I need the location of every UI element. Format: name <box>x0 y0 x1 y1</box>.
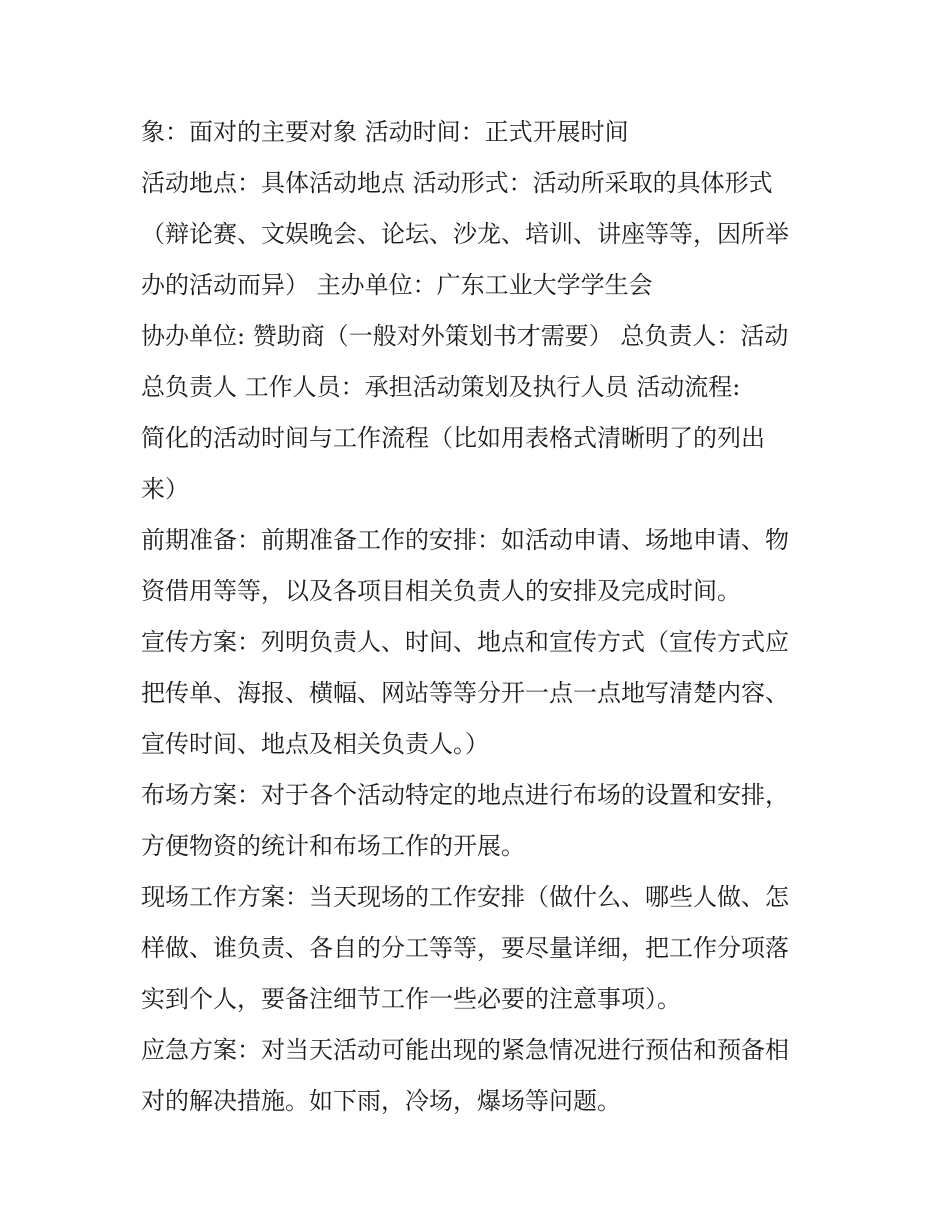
text-line-18: 实到个人，要备注细节工作一些必要的注意事项）。 <box>141 985 681 1013</box>
text-line-5: 协办单位: 赞助商（一般对外策划书才需要） 总负责人：活动 <box>141 322 789 350</box>
text-line-4: 办的活动而异） 主办单位：广东工业大学学生会 <box>141 271 653 299</box>
text-line-15: 方便物资的统计和布场工作的开展。 <box>141 832 525 860</box>
text-line-1: 象：面对的主要对象 活动时间：正式开展时间 <box>141 118 629 146</box>
text-line-14: 布场方案：对于各个活动特定的地点进行布场的设置和安排， <box>141 781 789 809</box>
text-line-20: 对的解决措施。如下雨，冷场，爆场等问题。 <box>141 1087 621 1115</box>
text-line-7: 简化的活动时间与工作流程（比如用表格式清晰明了的列出 <box>141 424 765 452</box>
text-line-8: 来） <box>141 475 189 503</box>
text-line-13: 宣传时间、地点及相关负责人。） <box>141 730 489 758</box>
document-body <box>141 107 821 1127</box>
text-line-11: 宣传方案：列明负责人、时间、地点和宣传方式（宣传方式应 <box>141 628 789 656</box>
text-line-12: 把传单、海报、横幅、网站等等分开一点一点地写清楚内容、 <box>141 679 789 707</box>
text-line-9: 前期准备：前期准备工作的安排：如活动申请、场地申请、物 <box>141 526 789 554</box>
text-line-19: 应急方案：对当天活动可能出现的紧急情况进行预估和预备相 <box>141 1036 789 1064</box>
text-line-2: 活动地点：具体活动地点 活动形式：活动所采取的具体形式 <box>141 169 773 197</box>
text-line-6: 总负责人 工作人员：承担活动策划及执行人员 活动流程: <box>141 373 741 401</box>
text-line-17: 样做、谁负责、各自的分工等等，要尽量详细，把工作分项落 <box>141 934 789 962</box>
text-line-10: 资借用等等，以及各项目相关负责人的安排及完成时间。 <box>141 577 741 605</box>
text-line-3: （辩论赛、文娱晚会、论坛、沙龙、培训、讲座等等，因所举 <box>141 220 789 248</box>
text-line-16: 现场工作方案：当天现场的工作安排（做什么、哪些人做、怎 <box>141 883 789 911</box>
